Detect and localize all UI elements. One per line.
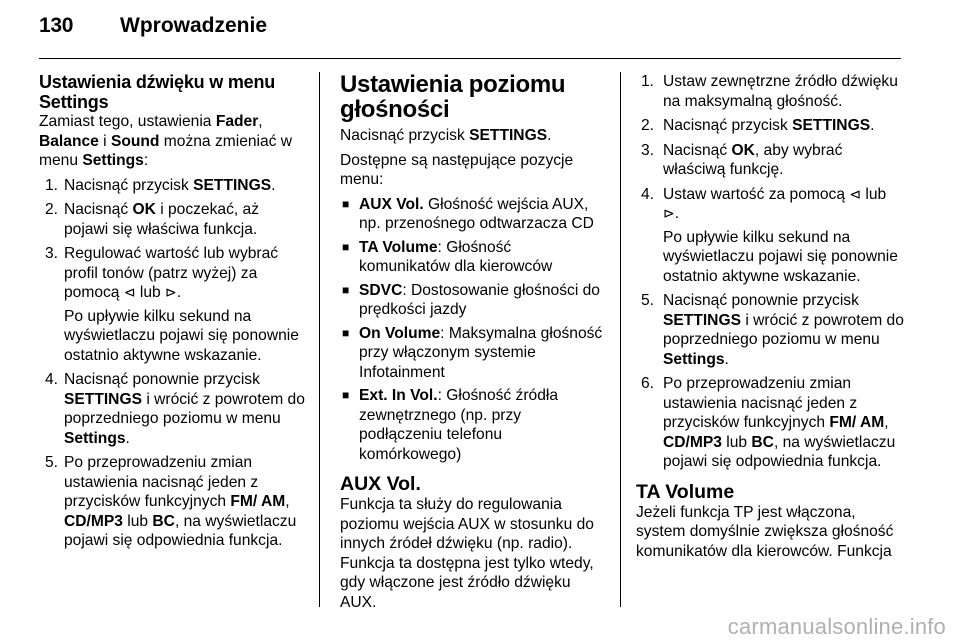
- list-item: 4. Nacisnąć ponownie przycisk SETTINGS i wrócić z powrotem do poprzedniego poziomu w menu Settings.: [45, 371, 305, 447]
- list-item: 4. Ustaw wartość za pomocą ⊲ lub ⊳. Po upływie kilku sekund na wyświetlaczu pojawi się ponownie ostatnio aktywne wskazanie.: [641, 185, 898, 285]
- page-title: Wprowadzenie: [120, 14, 268, 37]
- right-arrow-icon: ⊳: [165, 284, 177, 300]
- page-number: 130: [39, 14, 74, 37]
- list-item: ■ On Volume: Maksymalna głośność przy włączonym systemie Infotainment: [342, 324, 603, 381]
- list-item: 1. Nacisnąć przycisk SETTINGS.: [45, 176, 276, 194]
- list-item: 3. Regulować wartość lub wybrać profil tonów (patrz wyżej) za pomocą ⊲ lub ⊳. Po upływie kilku sekund na wyświetlaczu pojawi się ponownie ostatnio aktywne wskazanie.: [45, 245, 299, 364]
- right-arrow-icon: ⊳: [663, 205, 675, 221]
- section-heading-ta-volume: TA Volume: [636, 480, 735, 503]
- left-arrow-icon: ⊲: [123, 284, 136, 300]
- bullet-icon: ■: [342, 196, 350, 211]
- intro-paragraph: Zamiast tego, ustawienia Fader, Balance i Sound można zmieniać w menu Settings:: [39, 113, 293, 169]
- list-item: ■ TA Volume: Głośność komunikatów dla kierowców: [342, 238, 553, 275]
- list-item: 6. Po przeprowadzeniu zmian ustawienia nacisnąć jeden z przycisków funkcyjnych FM/ AM, CD/MP3 lub BC, na wyświetlaczu pojawi się odpowiednia funkcja.: [641, 375, 896, 470]
- section-heading-aux-vol: AUX Vol.: [340, 473, 421, 495]
- header-rule: [39, 58, 901, 59]
- column-divider-1: [319, 72, 320, 607]
- list-item: 1. Ustaw zewnętrzne źródło dźwięku na maksymalną głośność.: [641, 73, 898, 110]
- bullet-list: [340, 195, 606, 465]
- left-arrow-icon: ⊲: [849, 185, 862, 202]
- paragraph: Jeżeli funkcja TP jest włączona, system domyślnie zwiększa głośność komunikatów dla kierowców. Funkcja: [636, 503, 894, 560]
- bullet-icon: ■: [342, 388, 350, 402]
- list-item: ■ Ext. In Vol.: Głośność źródła zewnętrznego (np. przy podłączeniu telefonu komórkowego): [342, 387, 559, 463]
- list-item: ■ AUX Vol. Głośność wejścia AUX, np. przenośnego odtwarzacza CD: [342, 195, 594, 232]
- watermark: carmanualsonline.info: [727, 614, 946, 639]
- list-item: 2. Nacisnąć przycisk SETTINGS.: [641, 117, 875, 134]
- list-item: ■ SDVC: Dostosowanie głośności do prędkości jazdy: [342, 281, 600, 318]
- page-header: [39, 14, 268, 46]
- steps-list: [39, 176, 307, 551]
- bullet-icon: ■: [342, 325, 350, 340]
- list-item: 5. Po przeprowadzeniu zmian ustawienia nacisnąć jeden z przycisków funkcyjnych FM/ AM, CD/MP3 lub BC, na wyświetlaczu pojawi się odpowiednia funkcja.: [45, 454, 297, 549]
- paragraph: Nacisnąć przycisk SETTINGS.: [340, 127, 552, 144]
- list-item: 2. Nacisnąć OK i poczekać, aż pojawi się właściwa funkcja.: [45, 201, 260, 238]
- column-divider-2: [620, 72, 621, 607]
- bullet-icon: ■: [342, 282, 350, 297]
- bullet-icon: ■: [342, 239, 350, 254]
- list-item: 3. Nacisnąć OK, aby wybrać właściwą funkcję.: [641, 141, 843, 178]
- section-heading-volume-settings: Ustawienia poziomu głośności: [340, 71, 566, 123]
- section-heading-sound-settings: Ustawienia dźwięku w menu Settings: [39, 72, 276, 112]
- steps-list: [636, 72, 904, 472]
- column-3: [636, 72, 904, 561]
- list-item: 5. Nacisnąć ponownie przycisk SETTINGS i wrócić z powrotem do poprzedniego poziomu w menu Settings.: [641, 292, 904, 368]
- paragraph: Dostępne są następujące pozycje menu:: [340, 151, 574, 188]
- paragraph: Funkcja ta służy do regulowania poziomu wejścia AUX w stosunku do innych źródeł dźwięku (np. radio). Funkcja ta dostępna jest tylko wtedy, gdy włączone jest źródło dźwięku AUX.: [340, 496, 594, 611]
- column-1: [39, 72, 307, 556]
- column-2: [340, 72, 606, 612]
